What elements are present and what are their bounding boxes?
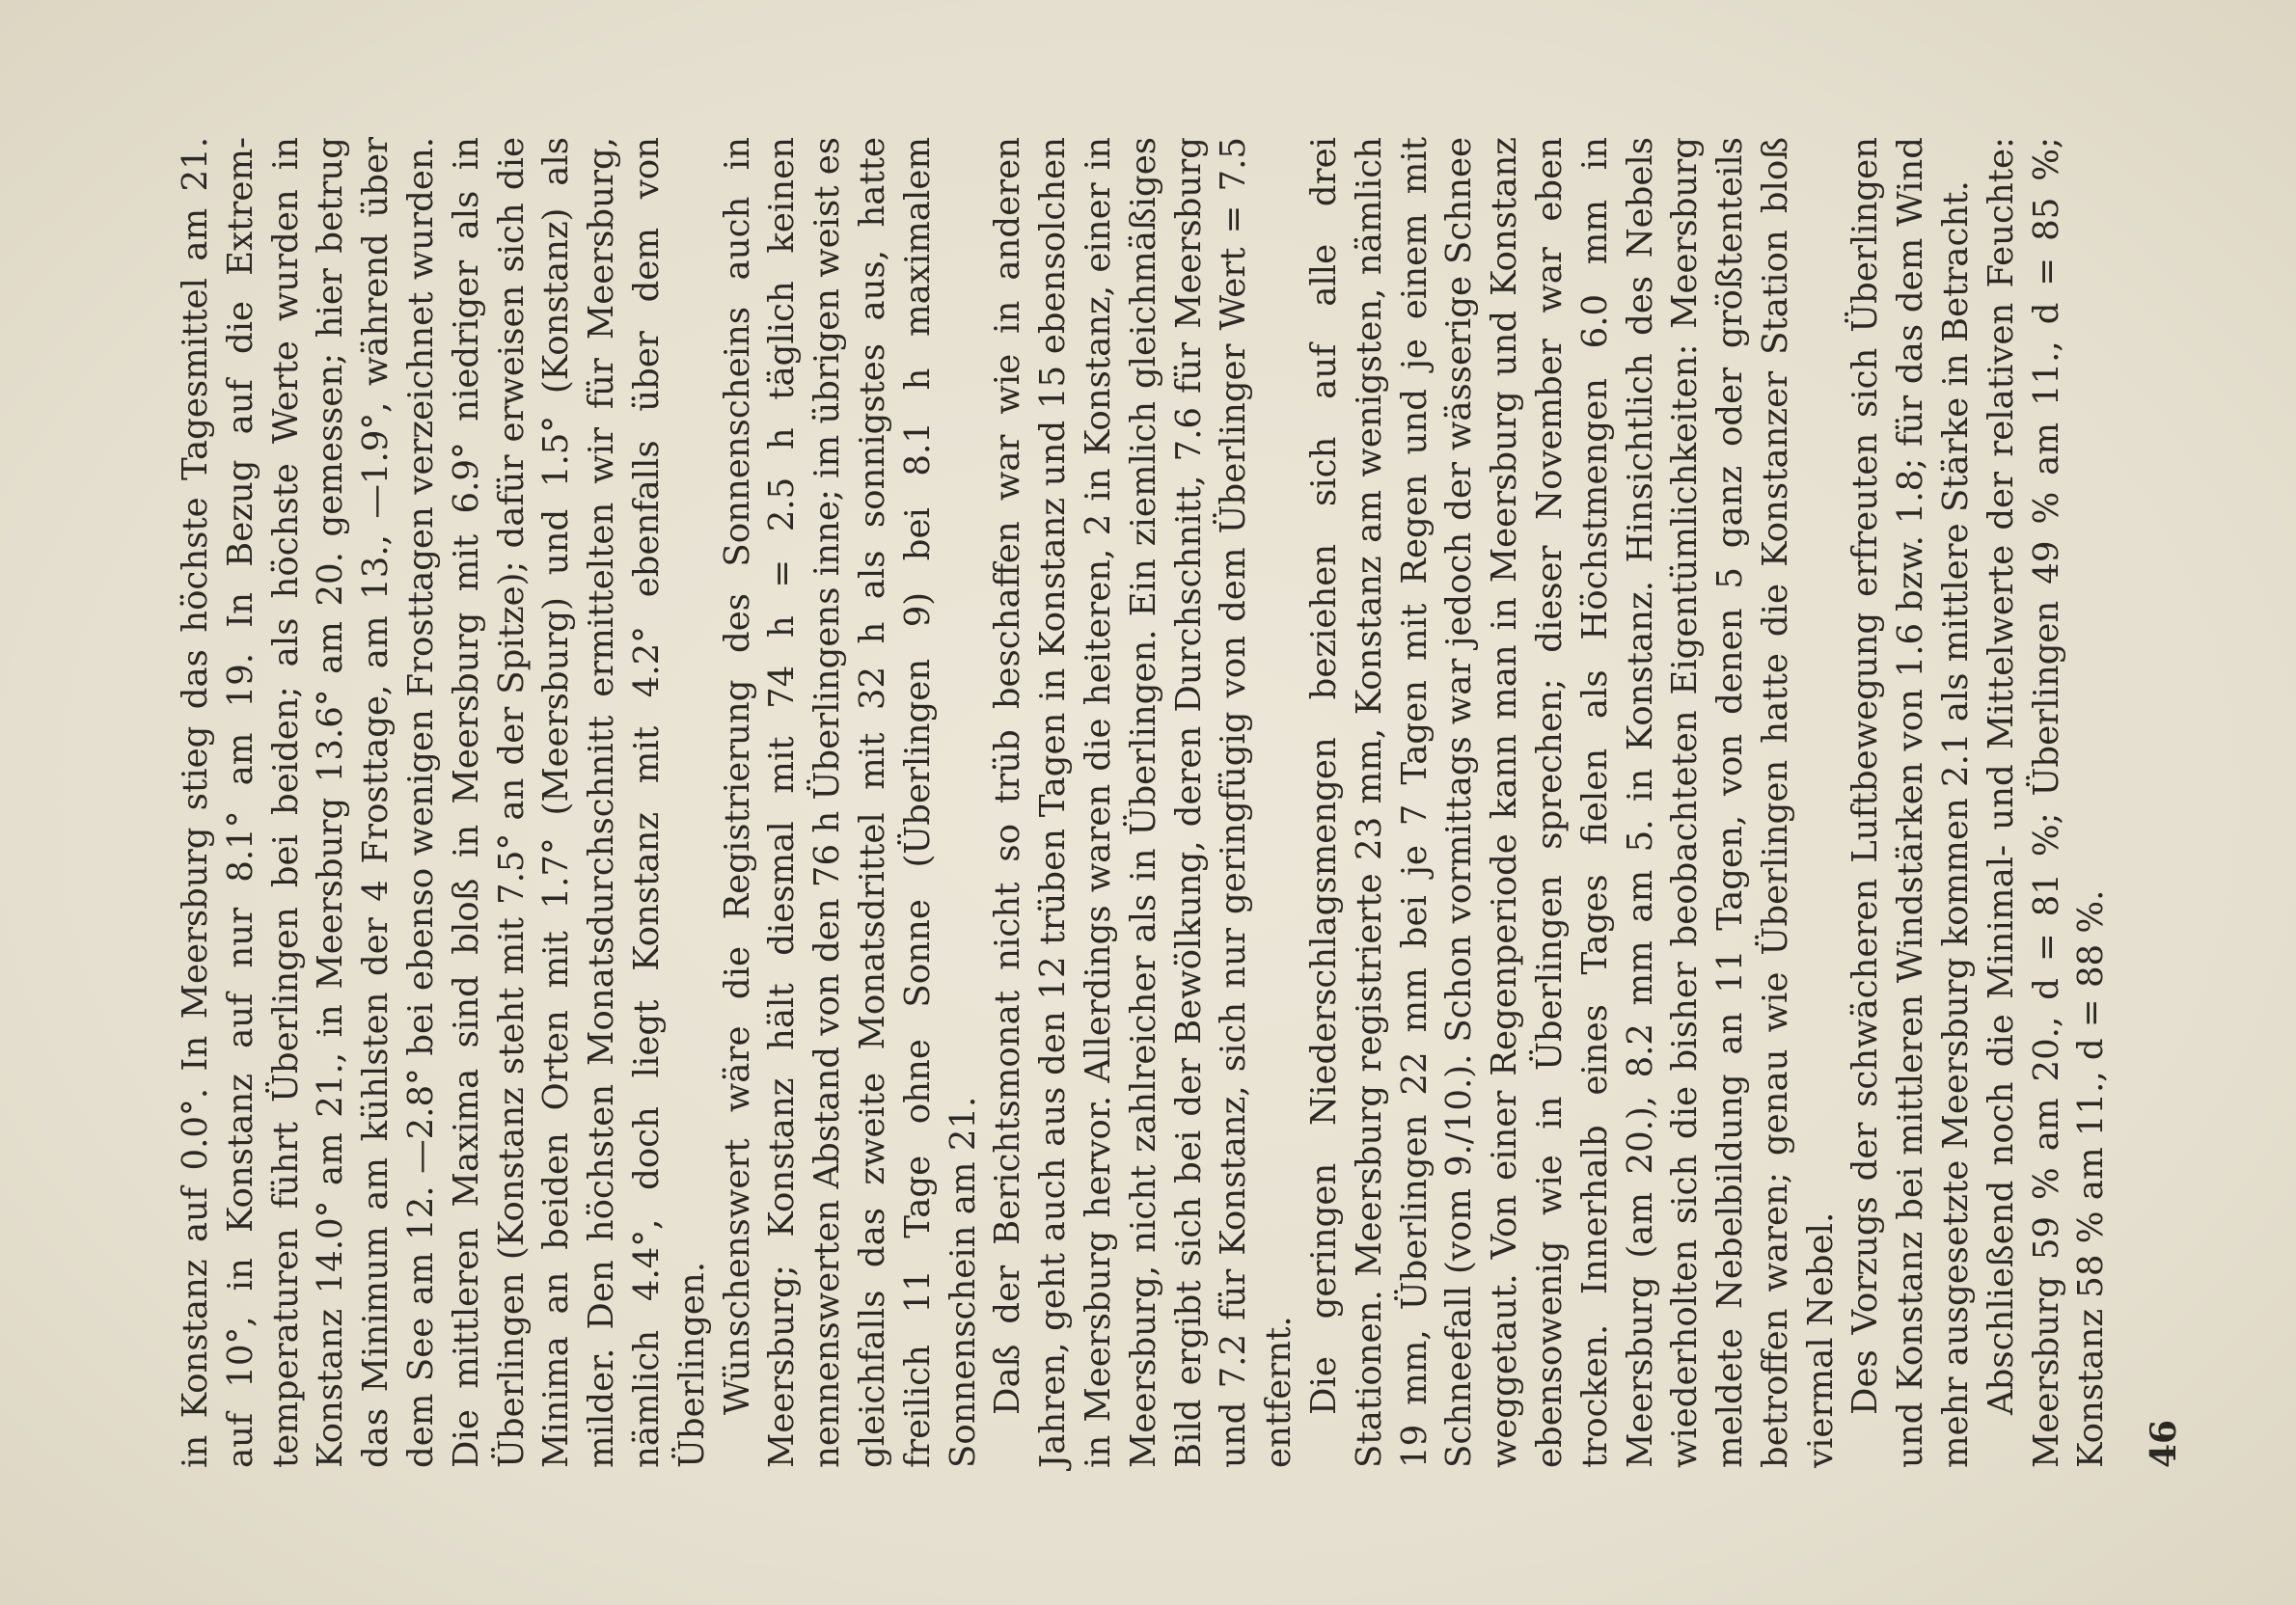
page-number: 46 [2144,1419,2185,1468]
paragraph-sunshine: Wünschenswert wäre die Registrierung des Sonnenscheins auch in Meersburg; Konstanz hält diesmal mit 74 h = 2.5 h täglich keinen nennenswerten Abstand von den 76 h Überlingens inne; im übrigen weist es gleichfalls das zweite Monatsdrittel mit 32 h als sonnigstes aus, hatte freilich 11 Tage ohne Sonne (Überlingen 9) bei 8.1 h maximalem Sonnenschein am 21. [717,137,983,1468]
paragraph-wind: Des Vorzugs der schwächeren Luftbewegung erfreuten sich Überlingen und Konstanz bei mittleren Windstärken von 1.6 bzw. 1.8; für das dem Wind mehr ausgesetzte Meersburg kommen 2.1 als mittlere Stärke in Betracht. [1845,137,1977,1468]
paragraph-precipitation: Die geringen Niederschlagsmengen beziehen sich auf alle drei Stationen. Meersburg registrierte 23 mm, Konstanz am wenigsten, nämlich 19 mm, Überlingen 22 mm bei je 7 Tagen mit Regen und je einem mit Schneefall (vom 9./10.). Schon vormittags war jedoch der wässerige Schnee weggetaut. Von einer Regenperiode kann man in Meersburg und Konstanz ebensowenig wie in Überlingen sprechen; dieser November war eben trocken. Innerhalb eines Tages fielen als Höchstmengen 6.0 mm in Meersburg (am 20.), 8.2 mm am 5. in Konstanz. Hinsichtlich des Nebels wiederholten sich die bisher beobachteten Eigentümlichkeiten: Meersburg meldete Nebelbildung an 11 Tagen, von denen 5 ganz oder größtenteils betroffen waren; genau wie Überlingen hatte die Konstanzer Station bloß viermal Nebel. [1303,137,1841,1468]
paragraph-cloudiness: Daß der Berichtsmonat nicht so trüb beschaffen war wie in anderen Jahren, geht auch aus den 12 trüben Tagen in Konstanz und 15 ebensolchen in Meersburg hervor. Allerdings waren die heiteren, 2 in Konstanz, einer in Meersburg, nicht zahlreicher als in Überlingen. Ein ziemlich gleichmäßiges Bild ergibt sich bei der Bewölkung, deren Durchschnitt, 7.6 für Meersburg und 7.2 für Konstanz, sich nur geringfügig von dem Überlinger Wert = 7.5 entfernt. [988,137,1299,1468]
paragraph-temperature: in Konstanz auf 0.0°. In Meersburg stieg das höchste Tagesmittel am 21. auf 10°, in Konstanz auf nur 8.1° am 19. In Bezug auf die Extrem-temperaturen führt Überlingen bei beiden; als höchste Werte wurden in Konstanz 14.0° am 21., in Meersburg 13.6° am 20. gemessen; hier betrug das Minimum am kühlsten der 4 Frosttage, am 13., —1.9°, während über dem See am 12. —2.8° bei ebenso wenigen Frosttagen verzeichnet wurden. Die mittleren Maxima sind bloß in Meersburg mit 6.9° niedriger als in Überlingen (Konstanz steht mit 7.5° an der Spitze); dafür erweisen sich die Minima an beiden Orten mit 1.7° (Meersburg) und 1.5° (Konstanz) als milder. Den höchsten Monatsdurchschnitt ermittelten wir für Meersburg, nämlich 4.4°, doch liegt Konstanz mit 4.2° ebenfalls über dem von Überlingen. [176,137,712,1468]
paragraph-humidity: Abschließend noch die Minimal- und Mittelwerte der relativen Feuchte: Meersburg 59 % am 20., d = 81 %; Überlingen 49 % am 11., d = 85 %; Konstanz 58 % am 11., d = 88 %. [1981,137,2112,1468]
rotated-text-column [154,137,2185,1468]
